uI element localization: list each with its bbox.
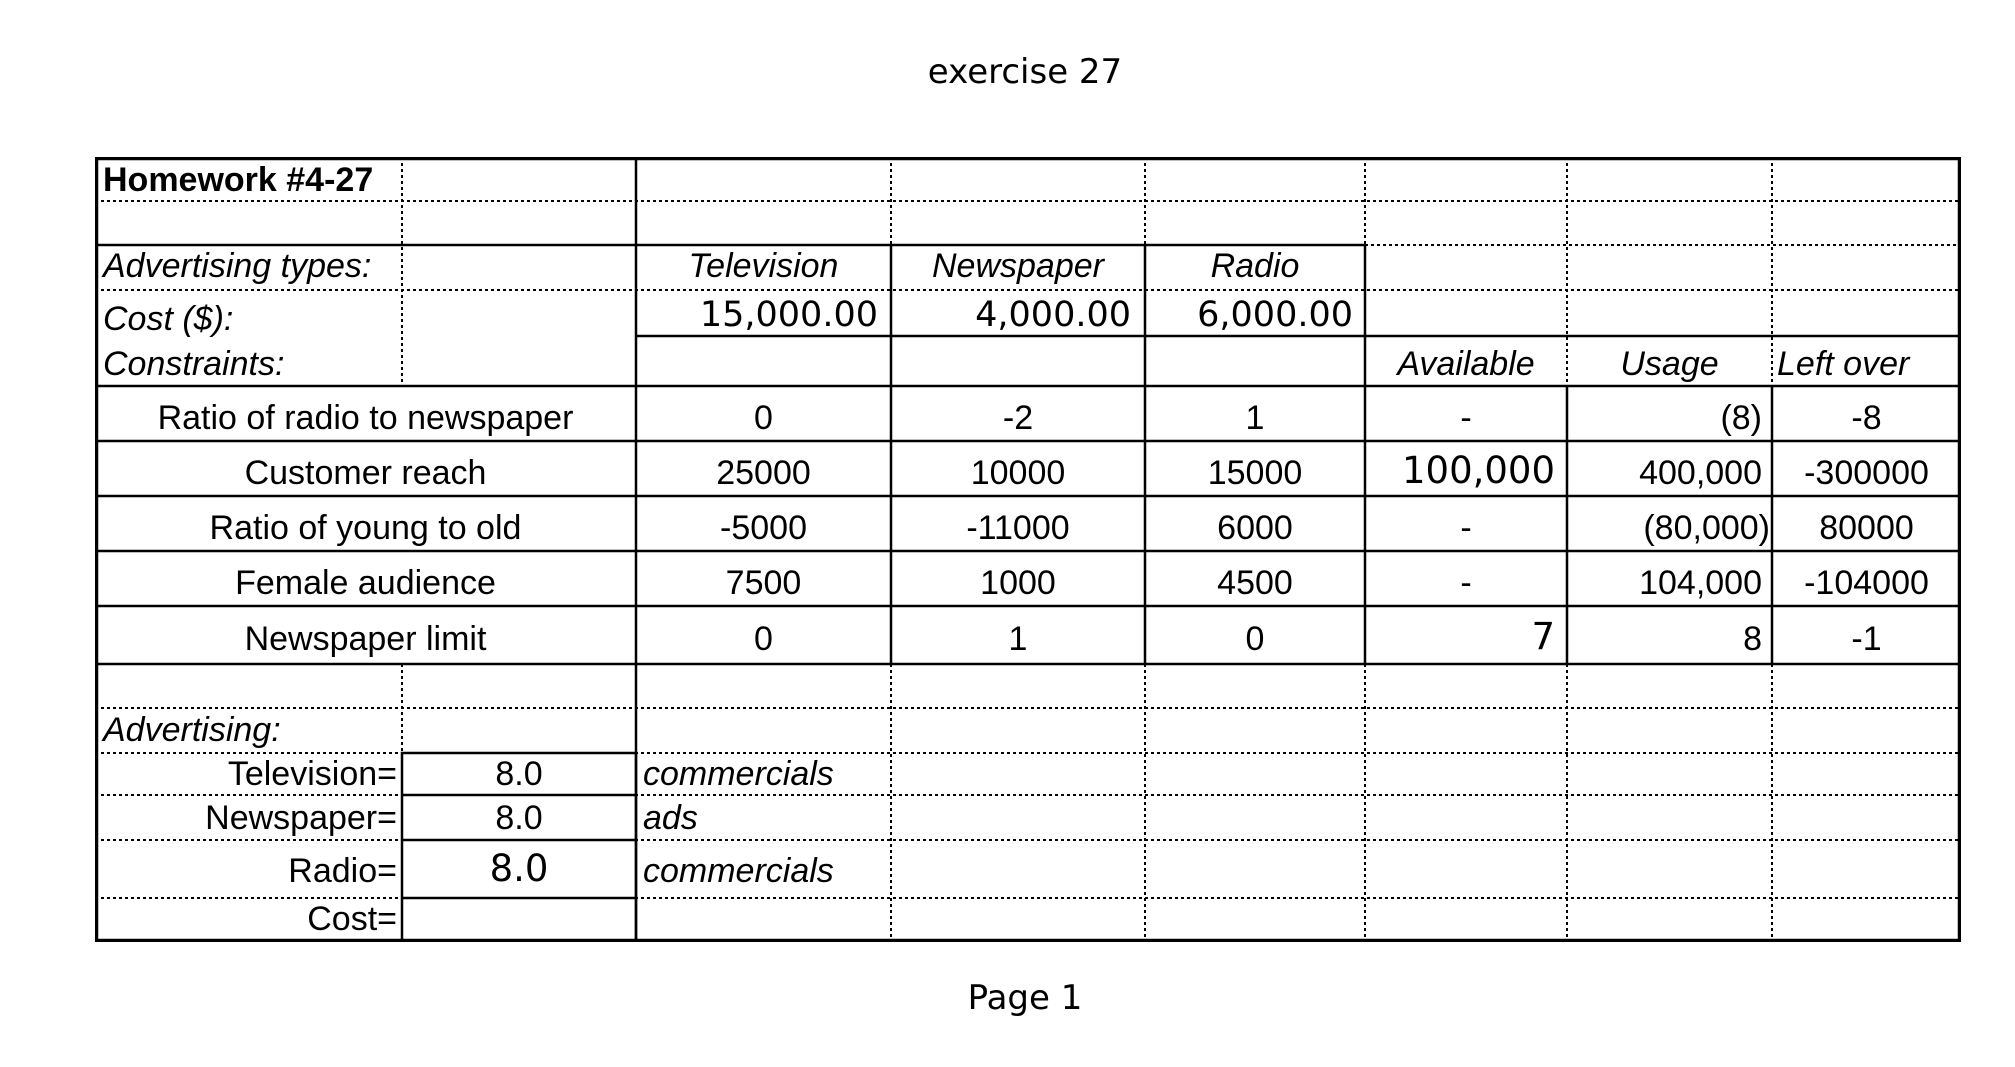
constraint-usage: 400,000 <box>1639 454 1762 492</box>
constraints-label: Constraints: <box>103 345 285 383</box>
constraint-coef-radio: 15000 <box>1207 454 1303 492</box>
constraint-left-over: -1 <box>1851 620 1882 658</box>
decision-unit-television: commercials <box>643 755 834 793</box>
constraint-coef-newspaper: 10000 <box>970 454 1066 492</box>
cost-label: Cost ($): <box>103 300 234 338</box>
constraint-coef-newspaper: -2 <box>1002 399 1034 437</box>
constraint-left-over: -8 <box>1851 399 1882 437</box>
decision-label-newspaper: Newspaper= <box>205 799 397 837</box>
constraint-usage: 8 <box>1743 620 1762 658</box>
type-newspaper: Newspaper <box>932 247 1104 285</box>
type-television: Television <box>688 247 839 285</box>
constraint-coef-radio: 4500 <box>1217 564 1293 602</box>
decision-value-television[interactable]: 8.0 <box>495 755 543 793</box>
cost-eq-label: Cost= <box>307 900 397 938</box>
constraint-usage: 104,000 <box>1639 564 1762 602</box>
constraint-available: - <box>1460 564 1472 602</box>
constraint-name: Ratio of radio to newspaper <box>157 399 574 437</box>
col-header-left-over: Left over <box>1777 345 1910 383</box>
constraint-coef-television: -5000 <box>720 509 807 547</box>
advertising-types-label: Advertising types: <box>103 247 372 285</box>
constraint-left-over: -300000 <box>1804 454 1929 492</box>
spreadsheet <box>95 157 1961 942</box>
cost-radio: 6,000.00 <box>1197 295 1353 335</box>
sheet-title: Homework #4-27 <box>103 161 374 199</box>
decision-unit-newspaper: ads <box>643 799 698 837</box>
constraint-coef-television: 7500 <box>725 564 802 602</box>
cost-television: 15,000.00 <box>699 295 878 335</box>
page-footer: Page 1 <box>967 978 1083 1018</box>
decision-value-radio[interactable]: 8.0 <box>489 847 549 890</box>
constraint-usage: (80,000) <box>1643 509 1770 547</box>
constraint-coef-radio: 6000 <box>1217 509 1293 547</box>
constraint-name: Newspaper limit <box>244 620 487 658</box>
decision-value-newspaper[interactable]: 8.0 <box>495 799 543 837</box>
advertising-label: Advertising: <box>103 711 281 749</box>
constraint-left-over: -104000 <box>1804 564 1929 602</box>
constraint-coef-radio: 0 <box>1245 620 1265 658</box>
page-header: exercise 27 <box>927 52 1123 92</box>
constraint-name: Female audience <box>235 564 496 602</box>
constraint-available: - <box>1460 509 1472 547</box>
decision-unit-radio: commercials <box>643 852 834 890</box>
constraint-name: Customer reach <box>244 454 487 492</box>
constraint-name: Ratio of young to old <box>209 509 522 547</box>
decision-label-television: Television= <box>227 755 397 793</box>
type-radio: Radio <box>1210 247 1300 285</box>
col-header-usage: Usage <box>1620 345 1719 383</box>
cost-newspaper: 4,000.00 <box>975 295 1131 335</box>
constraint-coef-television: 0 <box>754 620 773 658</box>
col-header-available: Available <box>1397 345 1535 383</box>
constraint-coef-television: 0 <box>754 399 773 437</box>
constraint-coef-newspaper: 1000 <box>980 564 1056 602</box>
constraint-available: 7 <box>1531 615 1555 658</box>
constraint-available: - <box>1460 399 1472 437</box>
constraint-left-over: 80000 <box>1819 509 1914 547</box>
constraint-coef-television: 25000 <box>716 454 811 492</box>
constraint-coef-radio: 1 <box>1245 399 1265 437</box>
constraint-coef-newspaper: 1 <box>1008 620 1028 658</box>
constraint-coef-newspaper: -11000 <box>966 509 1070 547</box>
constraint-available: 100,000 <box>1401 449 1555 492</box>
constraint-usage: (8) <box>1720 399 1762 437</box>
decision-label-radio: Radio= <box>288 852 397 890</box>
